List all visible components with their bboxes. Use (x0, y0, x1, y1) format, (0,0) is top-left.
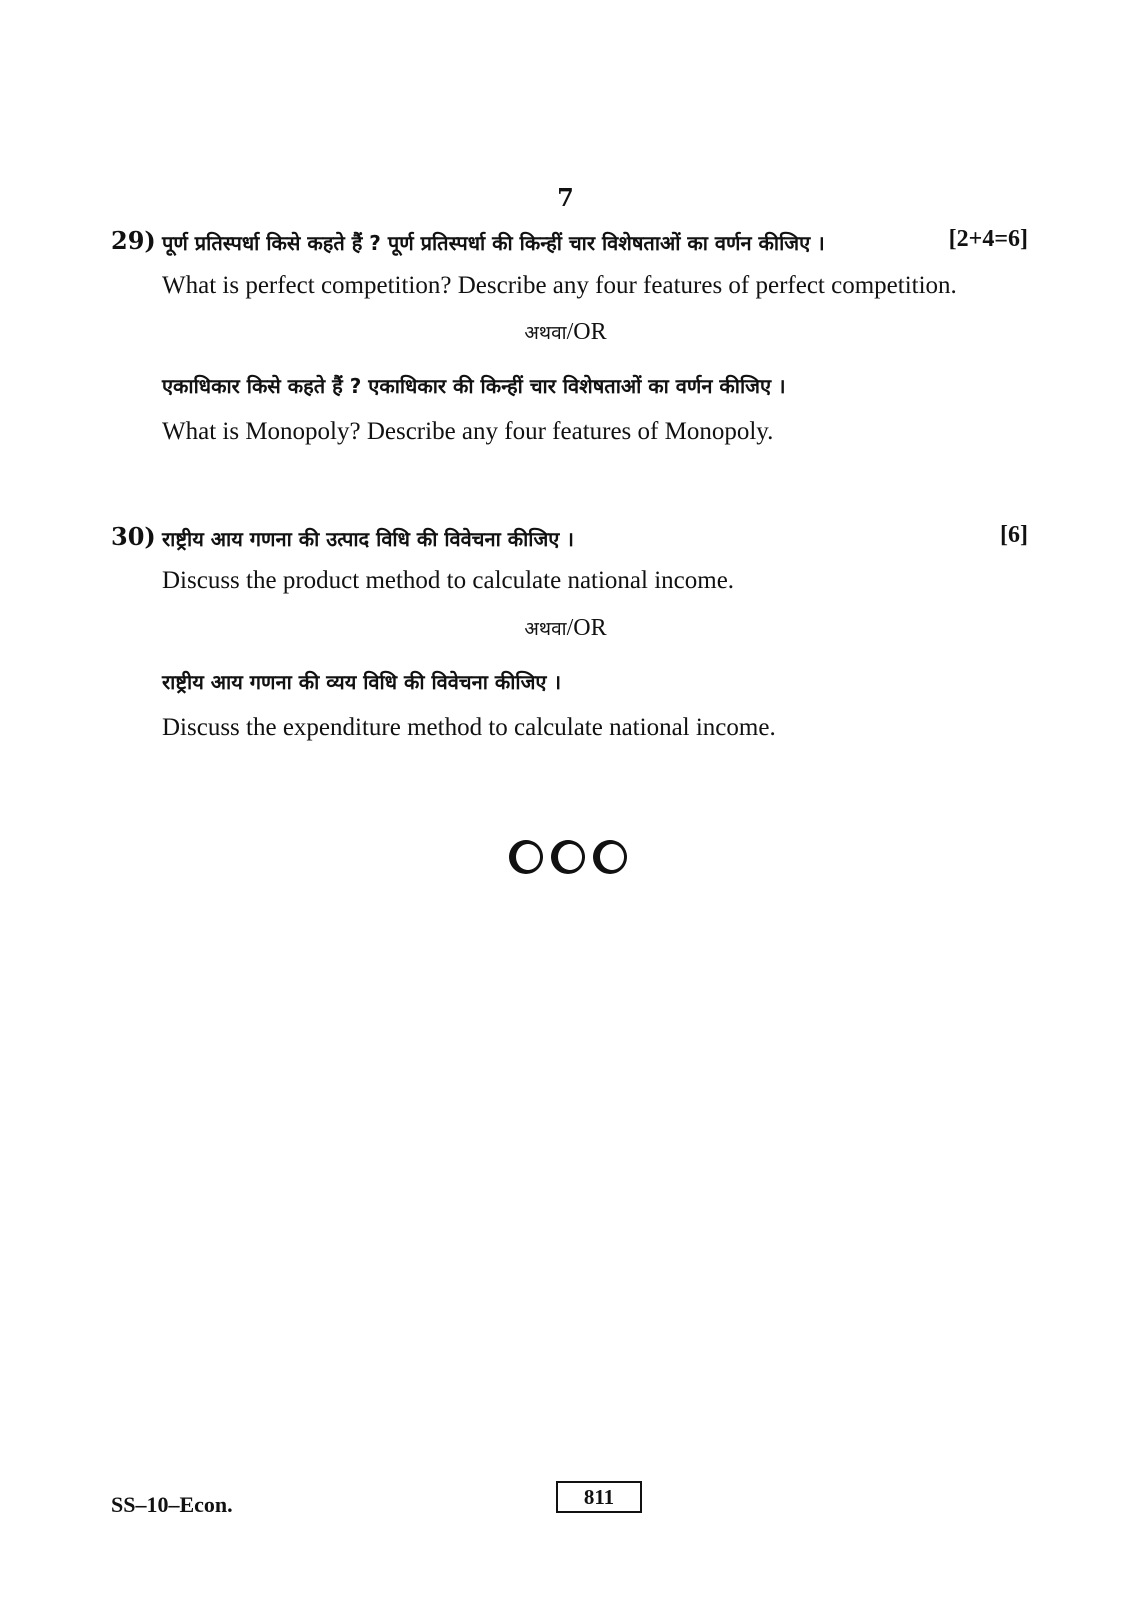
question-29-english: What is perfect competition? Describe any four features of perfect competition. (162, 272, 957, 299)
question-29-hindi: पूर्ण प्रतिस्पर्धा किसे कहते हैं ? पूर्ण प्रतिस्पर्धा की किन्हीं चार विशेषताओं का वर्णन कीजिए । (162, 231, 825, 255)
question-29-or-separator (0, 319, 1131, 346)
question-30-alt-hindi: राष्ट्रीय आय गणना की व्यय विधि की विवेचना कीजिए । (162, 670, 562, 694)
question-30-english: Discuss the product method to calculate national income. (162, 567, 735, 594)
or-hindi: अथवा (524, 322, 567, 344)
question-29-number: 29) (111, 226, 156, 255)
question-30-alt-english: Discuss the expenditure method to calculate national income. (162, 714, 776, 741)
page-number: 7 (557, 183, 574, 212)
question-30-number: 30) (111, 522, 156, 551)
question-29-alt-english: What is Monopoly? Describe any four features of Monopoly. (162, 418, 774, 445)
question-30-marks: [6] (1000, 522, 1028, 548)
question-30-or-separator (0, 615, 1131, 642)
subject-code: SS–10–Econ. (111, 1492, 233, 1517)
question-29-alt-hindi: एकाधिकार किसे कहते हैं ? एकाधिकार की किन्हीं चार विशेषताओं का वर्णन कीजिए । (162, 374, 786, 398)
or-english: /OR (566, 319, 607, 345)
question-29-marks: [2+4=6] (948, 226, 1028, 252)
or-english: /OR (566, 615, 607, 641)
three-crescent-rings-icon (507, 839, 631, 875)
question-30-hindi: राष्ट्रीय आय गणना की उत्पाद विधि की विवेचना कीजिए । (162, 527, 574, 551)
or-hindi: अथवा (524, 618, 567, 640)
paper-code-box: 811 (556, 1481, 642, 1513)
